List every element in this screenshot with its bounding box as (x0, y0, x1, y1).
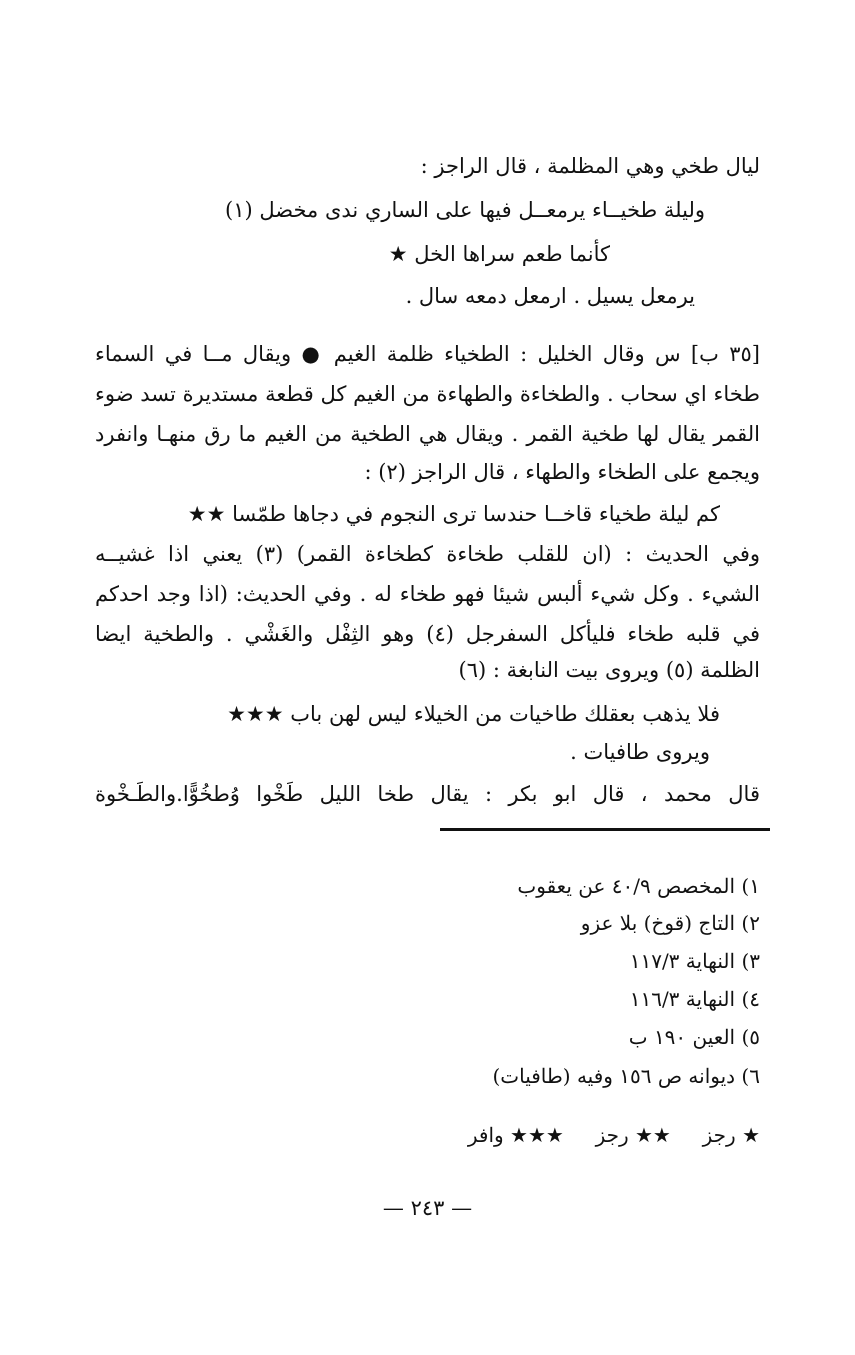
meter-legend: ★ رجز ★★ رجز ★★★ وافر (467, 1123, 760, 1147)
text-line-5: [٣٥ ب] س وقال الخليل : الطخياء ظلمة الغيم ● ويقال مــا في السماء (95, 342, 760, 366)
footnote-2: ٢) التاج (قوخ) بلا عزو (580, 911, 760, 935)
text-line-7: القمر يقال لها طخية القمر . ويقال هي الطخية من الغيم ما رق منهـا وانفرد (95, 422, 760, 446)
footnote-3: ٣) النهاية ١١٧/٣ (629, 949, 760, 973)
footnote-1: ١) المخصص ٤٠/٩ عن يعقوب (517, 874, 760, 898)
verse-line-3: كأنما طعم سراها الخل ★ (388, 242, 610, 266)
text-line-16: قال محمد ، قال ابو بكر : يقال طخا الليل طَخْوا وُطخُوًّا.والطَـخْوة (95, 782, 760, 806)
text-line-12: في قلبه طخاء فليأكل السفرجل (٤) وهو الثِفْل والغَشْي . والطخية ايضا (95, 622, 760, 646)
text-line-10: وفي الحديث : (ان للقلب طخاءة كطخاءة القمر) (٣) يعني اذا غشيــه (95, 542, 760, 566)
text-line-4: يرمعل يسيل . ارمعل دمعه سال . (405, 284, 695, 308)
footnote-4: ٤) النهاية ١١٦/٣ (629, 987, 760, 1011)
verse-line-9: كم ليلة طخياء قاخــا حندسا ترى النجوم في دجاها طمّسا ★★ (187, 502, 720, 526)
text-line-15: ويروى طافيات . (570, 740, 710, 764)
text-line-13: الظلمة (٥) ويروى بيت النابغة : (٦) (458, 658, 760, 682)
footnote-6: ٦) ديوانه ص ١٥٦ وفيه (طافيات) (492, 1064, 760, 1088)
page-number: — ٢٤٣ — (382, 1196, 473, 1220)
text-line-11: الشيء . وكل شيء ألبس شيئا فهو طخاء له . وفي الحديث: (اذا وجد احدكم (95, 582, 760, 606)
verse-line-14: فلا يذهب بعقلك طاخيات من الخيلاء ليس لهن باب ★★★ (227, 702, 720, 726)
footnote-5: ٥) العين ١٩٠ ب (628, 1025, 760, 1049)
verse-line-2: وليلة طخيــاء يرمعــل فيها على الساري ندى مخضل (١) (225, 198, 705, 222)
text-line-1: ليال طخي وهي المظلمة ، قال الراجز : (420, 154, 760, 178)
text-line-8: ويجمع على الطخاء والطهاء ، قال الراجز (٢) : (364, 460, 760, 484)
text-line-6: طخاء اي سحاب . والطخاءة والطهاءة من الغيم كل قطعة مستديرة تسد ضوء (95, 382, 760, 406)
footnote-divider (440, 828, 770, 831)
